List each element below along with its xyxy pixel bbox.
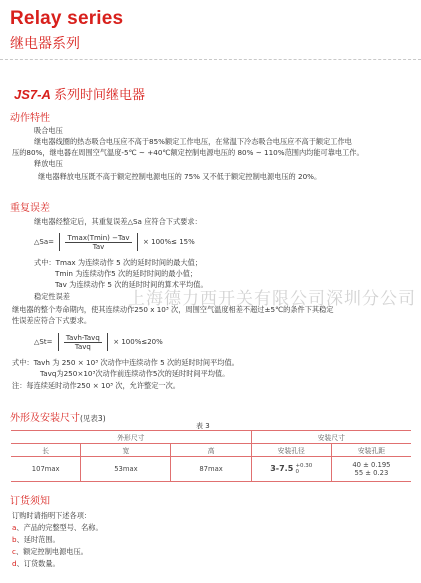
table-row <box>11 457 411 482</box>
series-subtitle: 继电器系列 <box>10 36 80 52</box>
cell-pitch: 40 ± 0.195 55 ± 0.23 <box>331 457 411 482</box>
formula2-lhs: △St= <box>34 338 53 346</box>
list-item: a、产品的完整型号、名称。 <box>12 523 103 532</box>
pickup-voltage-text-2: 压的80%，继电器在周围空气温度-5℃ ~ +40℃额定控制电源电压的 80% ~ 110%范围内均能可靠电工作。 <box>12 148 364 157</box>
header-divider <box>0 59 421 60</box>
series-title: Relay series <box>10 8 124 29</box>
col-header-height: 高 <box>171 444 251 457</box>
cell-length: 107max <box>11 457 81 482</box>
formula1-lhs: △Sa= <box>34 238 54 246</box>
repeat-note-3: Tav 为连续动作 5 次的延时时间的算术平均值。 <box>55 280 208 289</box>
table-group-outline: 外形尺寸 <box>11 431 251 444</box>
repeat-error-formula <box>34 233 195 251</box>
col-header-pitch: 安装孔距 <box>331 444 411 457</box>
dimensions-title-note: (见表3) <box>80 414 106 423</box>
formula2-denominator: Tavq <box>74 342 91 351</box>
list-item: b、延时范围。 <box>12 535 60 544</box>
repeat-note-2: Tmin 为连续动作5 次的延时时间的最小值； <box>55 269 198 278</box>
col-header-length: 长 <box>11 444 81 457</box>
table-caption: 表 3 <box>196 422 210 430</box>
stability-text-2: 性误差应符合下式要求。 <box>12 316 92 325</box>
ordering-intro: 订购时请指明下述各项： <box>12 511 92 520</box>
col-header-width: 宽 <box>81 444 171 457</box>
formula1-numerator: Tmax(Tmin) −Tav <box>67 233 130 242</box>
model-name: 系列时间继电器 <box>54 88 146 103</box>
repeat-intro: 继电器经整定后，其重复误差△Sa 应符合下式要求： <box>34 217 202 226</box>
cell-width: 53max <box>81 457 171 482</box>
model-heading <box>14 84 145 103</box>
release-voltage-label: 释放电压 <box>34 159 63 168</box>
list-item: c、额定控制电源电压。 <box>12 547 88 556</box>
model-code: JS7-A <box>14 87 51 102</box>
section-title-action: 动作特性 <box>10 113 50 124</box>
section-title-repeat: 重复误差 <box>10 203 50 214</box>
pickup-voltage-text-1: 继电器线圈的热态吸合电压应不高于85%额定工作电压，在常温下冷态吸合电压应不高于额定工作电 <box>34 137 352 146</box>
formula1-denominator: Tav <box>92 242 105 251</box>
dimensions-table <box>11 430 411 482</box>
stability-error-formula <box>34 333 163 351</box>
stability-note-3: 注：每连续延时动作250 × 10³ 次，允许整定一次。 <box>12 381 180 390</box>
pickup-voltage-label: 吸合电压 <box>34 126 63 135</box>
section-title-ordering: 订货须知 <box>10 496 50 507</box>
watermark: 上海德力西开关有限公司深圳分公司 <box>128 289 416 309</box>
repeat-note-1: 式中：Tmax 为连续动作 5 次的延时时间的最大值； <box>34 258 203 267</box>
stability-text-1: 继电器的整个寿命期内，使其连续动作250 x 10³ 次，周围空气温度相差不超过±5℃的条件下其稳定 <box>12 305 334 314</box>
formula2-rhs: × 100%≤20% <box>113 338 163 346</box>
cell-hole: 3-7.5 +0.30 0 <box>251 457 331 482</box>
stability-note-1: 式中：Tavh 为 250 × 10³ 次动作中连续动作 5 次的延时时间平均值。 <box>12 358 239 367</box>
formula2-numerator: Tavh-Tavq <box>65 333 100 342</box>
stability-title: 稳定性误差 <box>34 292 70 301</box>
cell-height: 87max <box>171 457 251 482</box>
col-header-hole: 安装孔径 <box>251 444 331 457</box>
list-item: d、订货数量。 <box>12 559 60 568</box>
stability-note-2: Tavq为250×10³次动作前连续动作5次的延时时间平均值。 <box>40 369 230 378</box>
table-group-mounting: 安装尺寸 <box>251 431 411 444</box>
release-voltage-text: 继电器释放电压既不高于额定控制电源电压的 75% 又不低于额定控制电源电压的 20%。 <box>38 172 322 181</box>
section-title-dimensions: 外形及安装尺寸(见表3) <box>10 413 106 424</box>
formula1-rhs: × 100%≤ 15% <box>143 238 195 246</box>
